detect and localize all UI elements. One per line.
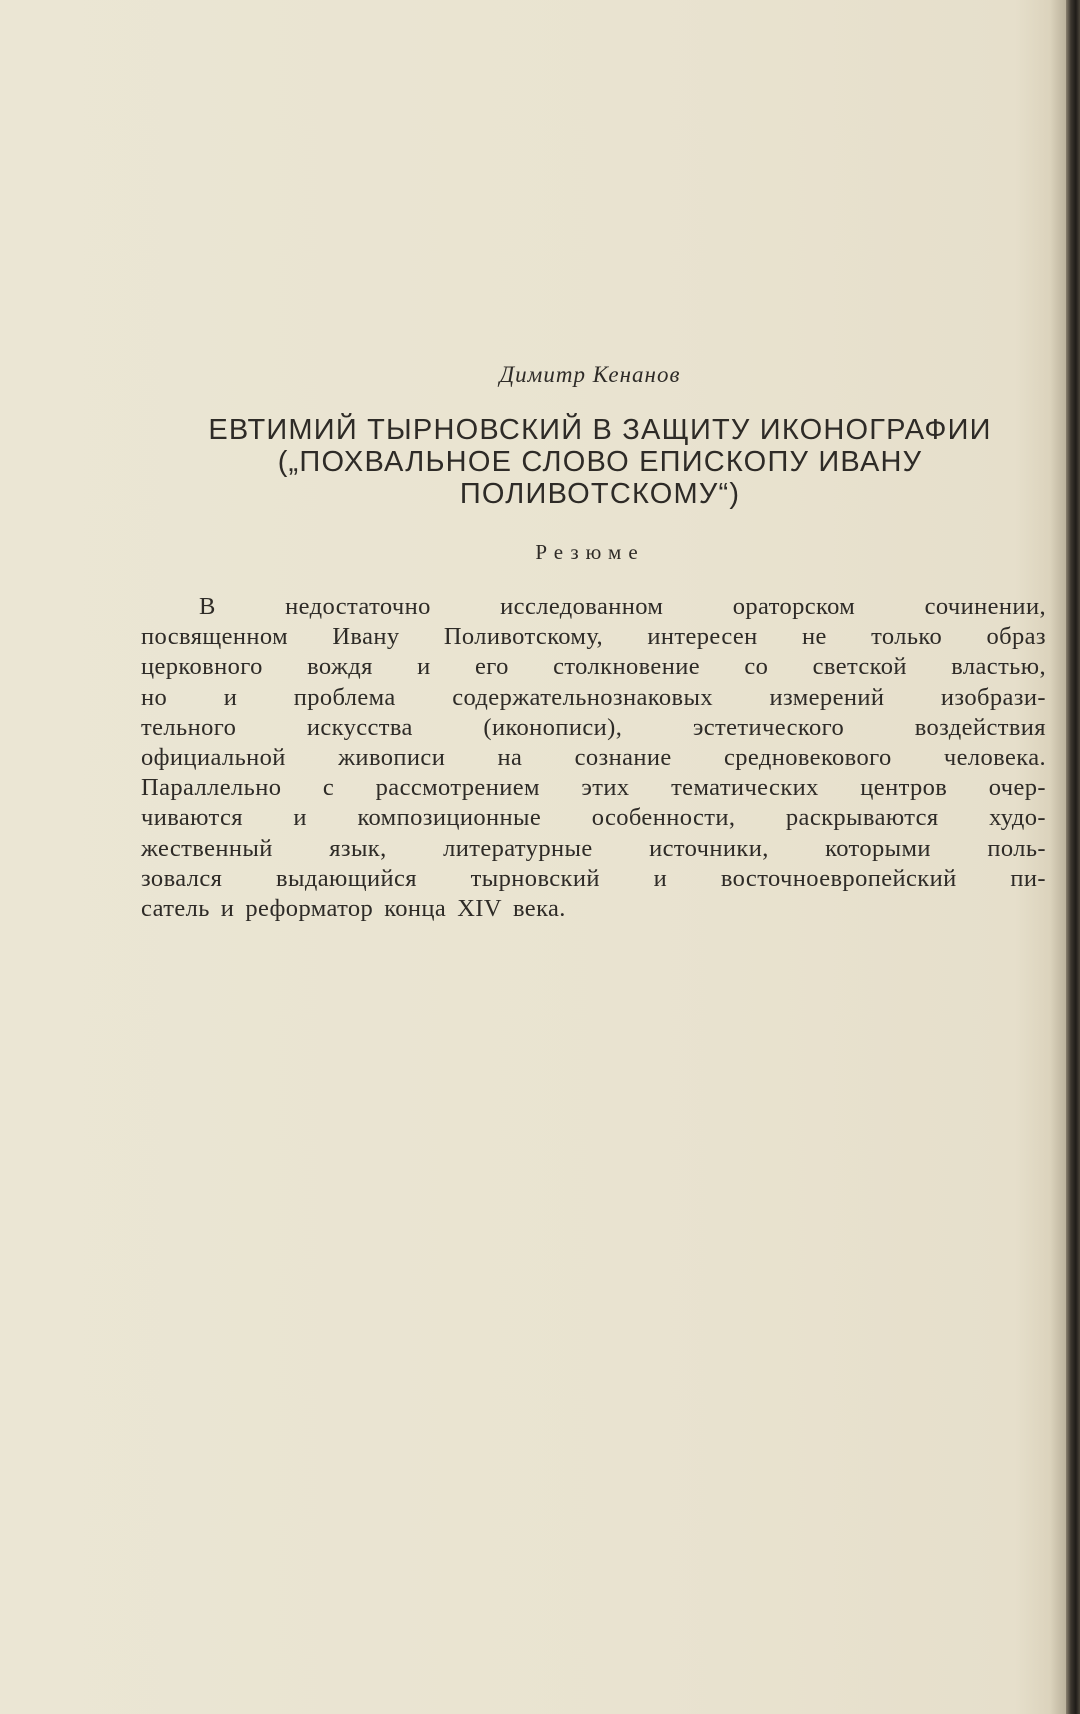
word: литературные — [443, 834, 593, 862]
word: средновекового — [723, 743, 892, 771]
word: его — [475, 653, 509, 681]
word: на — [497, 743, 523, 771]
word: раскрываются — [785, 804, 939, 832]
word: тырновский — [470, 864, 600, 892]
paragraph-line — [141, 864, 1046, 894]
paragraph-line — [141, 803, 1046, 833]
word: тематических — [671, 774, 819, 802]
paragraph-line — [141, 622, 1046, 652]
word: эстетического — [692, 713, 845, 741]
word: и — [653, 864, 668, 892]
spine-shadow — [1050, 0, 1066, 1714]
paragraph-line — [141, 773, 1046, 803]
word: чиваются — [141, 804, 243, 832]
word: Ивану — [332, 623, 400, 651]
book-spine — [1066, 0, 1080, 1714]
paragraph-line — [141, 592, 1046, 622]
word: вождя — [307, 653, 373, 681]
word: центров — [860, 774, 948, 802]
word: композиционные — [357, 804, 542, 832]
word: тельного — [141, 713, 237, 741]
word: содержательнознаковых — [452, 683, 713, 711]
section-heading-summary: Резюме — [535, 540, 645, 564]
paragraph-line — [141, 834, 1046, 864]
word: сочинении, — [924, 593, 1046, 620]
paragraph-line — [141, 894, 1046, 924]
word: которыми — [825, 834, 931, 862]
word: и — [220, 894, 235, 922]
word: образ — [986, 623, 1046, 651]
word: только — [871, 623, 943, 651]
word: выдающийся — [276, 864, 417, 892]
word: посвященном — [141, 623, 289, 651]
word: (иконописи), — [483, 713, 623, 741]
word: поль- — [987, 834, 1046, 862]
word: зовался — [141, 864, 223, 892]
word: недостаточно — [285, 593, 431, 620]
word: измерений — [769, 683, 885, 711]
title-line: ПОЛИВОТСКОМУ“) — [459, 478, 741, 510]
word: не — [802, 623, 827, 651]
word: и — [417, 653, 431, 681]
summary-paragraph — [141, 592, 1046, 924]
word: XIV — [457, 894, 502, 922]
word: источники, — [649, 834, 769, 862]
paragraph-line — [141, 743, 1046, 773]
word: века. — [512, 894, 566, 922]
paragraph-line — [141, 683, 1046, 713]
word: особенности, — [591, 804, 736, 832]
word: со — [744, 653, 769, 681]
word: столкновение — [553, 653, 700, 681]
word: воздействия — [914, 713, 1046, 741]
word: жественный — [141, 834, 273, 862]
title-line: („ПОХВАЛЬНОЕ СЛОВО ЕПИСКОПУ ИВАНУ — [277, 446, 923, 478]
word: ораторском — [732, 593, 856, 620]
word: интересен — [647, 623, 758, 651]
word: реформатор — [245, 894, 374, 922]
author-name: Димитр Кенанов — [499, 362, 681, 387]
paragraph-line — [141, 713, 1046, 743]
word: живописи — [338, 743, 446, 771]
word: рассмотрением — [375, 774, 540, 802]
word: конца — [384, 894, 447, 922]
word: церковного — [141, 653, 263, 681]
word: изобрази- — [940, 683, 1046, 711]
word: Параллельно — [141, 774, 282, 802]
word: В — [199, 593, 216, 620]
word: искусства — [306, 713, 413, 741]
word: сознание — [574, 743, 672, 771]
paragraph-line — [141, 652, 1046, 682]
title-line: ЕВТИМИЙ ТЫРНОВСКИЙ В ЗАЩИТУ ИКОНОГРАФИИ — [208, 414, 992, 446]
word: и — [223, 683, 238, 711]
word: с — [322, 774, 335, 802]
word: проблема — [293, 683, 396, 711]
article-title — [170, 414, 1030, 510]
word: очер- — [988, 774, 1046, 802]
word: восточноевропейский — [720, 864, 957, 892]
word: сатель — [141, 894, 210, 922]
word: светской — [812, 653, 907, 681]
word: но — [141, 683, 168, 711]
word: Поливотскому, — [443, 623, 604, 651]
word: и — [293, 804, 307, 832]
word: официальной — [141, 743, 286, 771]
word: язык, — [329, 834, 387, 862]
word: этих — [581, 774, 630, 802]
word: худо- — [989, 804, 1046, 832]
word: пи- — [1010, 864, 1046, 892]
word: человека. — [943, 743, 1046, 771]
word: исследованном — [500, 593, 664, 620]
word: властью, — [951, 653, 1046, 681]
